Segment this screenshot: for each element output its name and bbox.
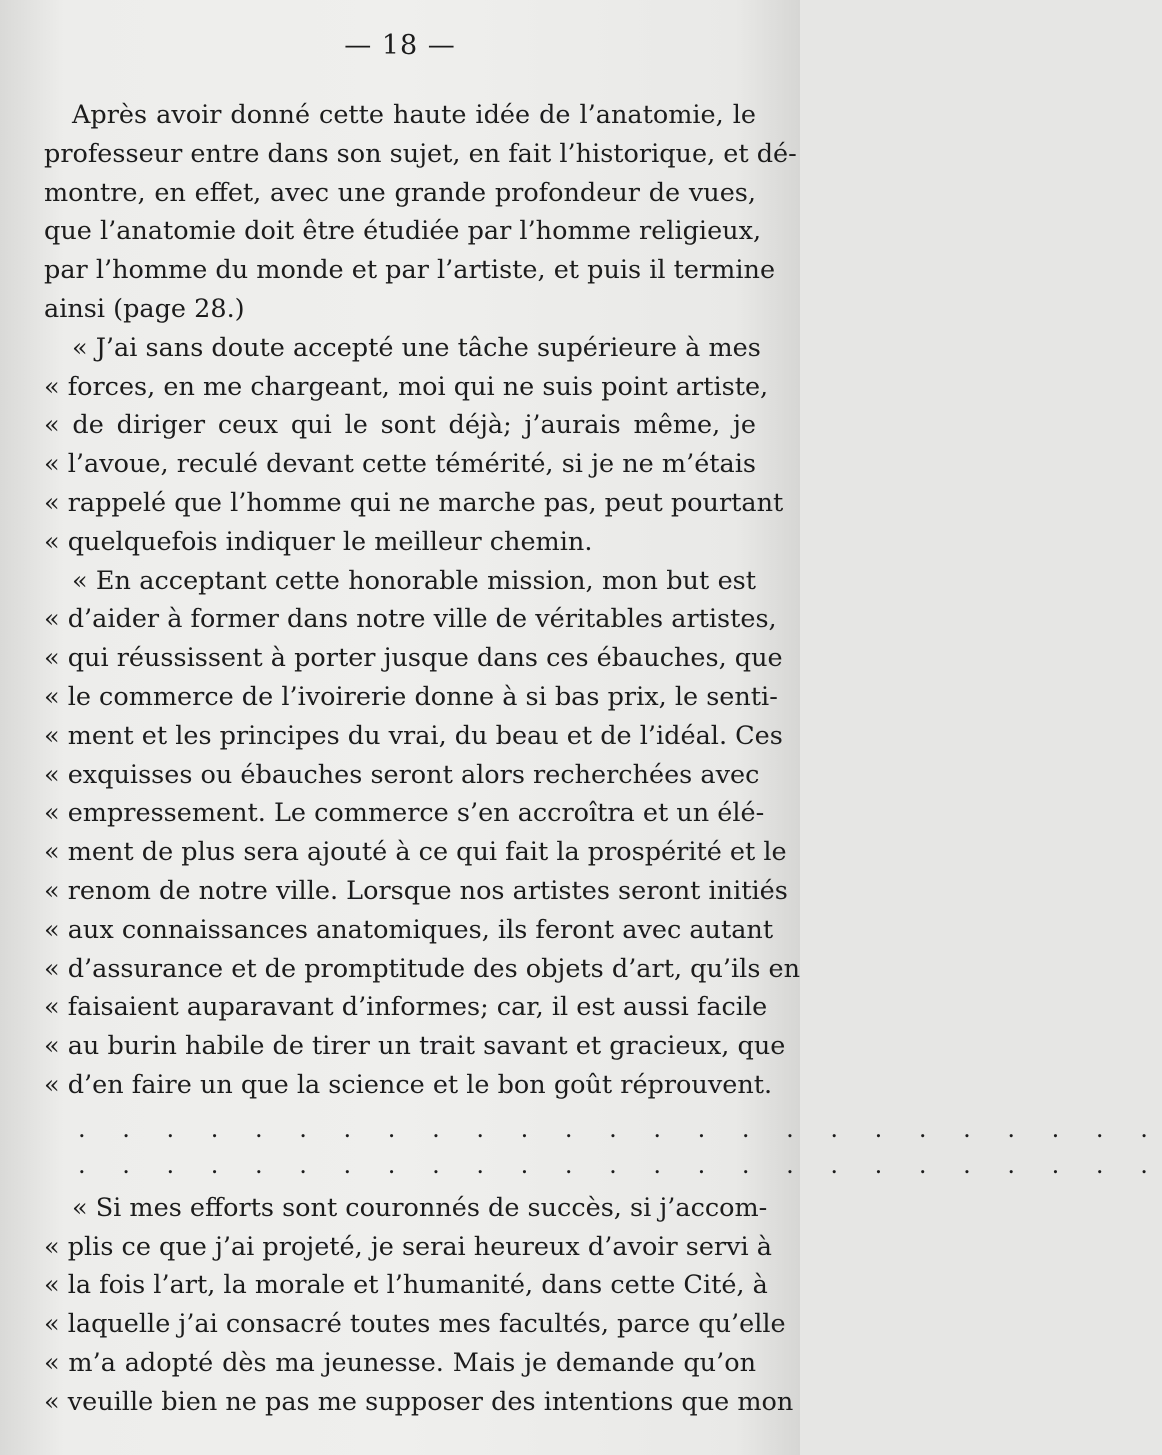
paragraph-1 <box>44 96 797 329</box>
text-line: « qui réussissent à porter jusque dans ces ébauches, que <box>44 643 783 674</box>
text-line: « d’aider à former dans notre ville de véritables artistes, <box>44 604 777 635</box>
text-line: ainsi (page 28.) <box>44 293 245 324</box>
text-line: « quelquefois indiquer le meilleur chemin. <box>44 526 593 557</box>
text-line: « exquisses ou ébauches seront alors recherchées avec <box>44 759 760 790</box>
paragraph-3 <box>44 562 801 1105</box>
text-line: « rappelé que l’homme qui ne marche pas, peut pourtant <box>44 487 784 518</box>
text-line: que l’anatomie doit être étudiée par l’homme religieux, <box>44 216 762 247</box>
text-line: « d’assurance et de promptitude des objets d’art, qu’ils en <box>44 953 801 984</box>
text-line: « la fois l’art, la morale et l’humanité, dans cette Cité, à <box>44 1270 768 1301</box>
text-line: « J’ai sans doute accepté une tâche supérieure à mes <box>72 332 761 363</box>
text-line: « faisaient auparavant d’informes; car, il est aussi facile <box>44 992 768 1023</box>
text-line: « d’en faire un que la science et le bon goût réprouvent. <box>44 1069 773 1100</box>
text-line: « veuille bien ne pas me supposer des intentions que mon <box>44 1386 794 1417</box>
text-line: « empressement. Le commerce s’en accroîtra et un élé- <box>44 798 765 829</box>
text-line: professeur entre dans son sujet, en fait l’historique, et dé- <box>44 138 797 169</box>
text-line: « Si mes efforts sont couronnés de succès, si j’accom- <box>72 1192 768 1223</box>
text-line: « ment et les principes du vrai, du beau et de l’idéal. Ces <box>44 720 783 751</box>
text-line: « le commerce de l’ivoirerie donne à si bas prix, le senti- <box>44 681 778 712</box>
text-line: Après avoir donné cette haute idée de l’anatomie, le <box>72 100 756 130</box>
text-line: « l’avoue, reculé devant cette témérité, si je ne m’étais <box>44 449 756 480</box>
text-line: « plis ce que j’ai projeté, je serai heureux d’avoir servi à <box>44 1231 772 1262</box>
page-number: — 18 — <box>344 30 456 61</box>
text-line: « de diriger ceux qui le sont déjà; j’aurais même, je <box>44 410 756 441</box>
ellipsis-row: . . . . . . . . . . . . . . . . . . . . . . . . . <box>78 1150 1162 1179</box>
text-line: « En acceptant cette honorable mission, mon but est <box>72 565 756 596</box>
paragraph-2 <box>44 329 784 562</box>
text-line: par l’homme du monde et par l’artiste, et puis il termine <box>44 255 776 286</box>
text-line: « laquelle j’ai consacré toutes mes facultés, parce qu’elle <box>44 1309 786 1340</box>
paragraph-4 <box>44 1189 794 1422</box>
text-line: « m’a adopté dès ma jeunesse. Mais je demande qu’on <box>44 1347 756 1378</box>
ellipsis-row: . . . . . . . . . . . . . . . . . . . . . . . . . <box>78 1114 1162 1143</box>
text-line: « ment de plus sera ajouté à ce qui fait la prospérité et le <box>44 837 787 868</box>
text-line: « au burin habile de tirer un trait savant et gracieux, que <box>44 1031 786 1062</box>
text-line: « renom de notre ville. Lorsque nos artistes seront initiés <box>44 875 788 906</box>
page-body <box>44 96 1162 1422</box>
text-line: montre, en effet, avec une grande profondeur de vues, <box>44 177 756 208</box>
text-line: « aux connaissances anatomiques, ils feront avec autant <box>44 914 774 945</box>
text-line: « forces, en me chargeant, moi qui ne suis point artiste, <box>44 371 769 402</box>
